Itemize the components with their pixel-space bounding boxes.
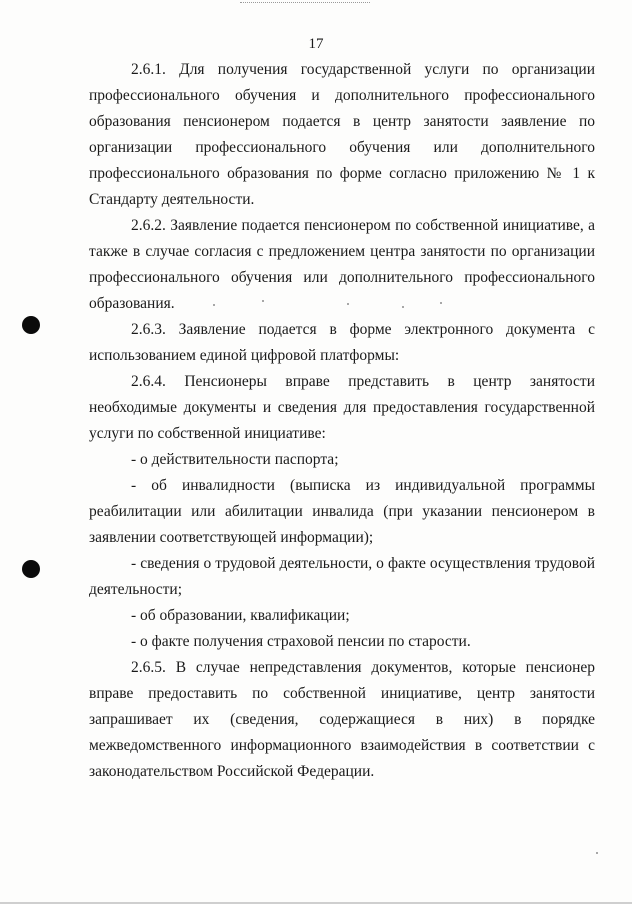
binding-hole	[22, 316, 40, 334]
list-item-pension: - о факте получения страховой пенсии по старости.	[131, 633, 471, 650]
scan-speckle	[596, 852, 598, 854]
paragraph-2-6-2: 2.6.2. Заявление подается пенсионером по собственной инициативе, а также в случае согласия с предложением центра занятости по организации профессионального обучения или дополнительного профессионального образования.	[89, 217, 595, 312]
scan-speckle	[402, 306, 404, 308]
paragraph-2-6-1: 2.6.1. Для получения государственной услуги по организации профессионального обучения и дополнительного профессионального образования пенсионером подается в центр занятости заявление по организации профессионального обучения или дополнительного профессионального образования по форме согласно приложению № 1 к Стандарту деятельности.	[89, 61, 595, 208]
scan-speckle	[262, 300, 264, 302]
list-item-disability: - об инвалидности (выписка из индивидуальной программы реабилитации или абилитации инвалида (при указании пенсионером в заявлении соответствующей информации);	[89, 477, 595, 546]
paragraph-2-6-4: 2.6.4. Пенсионеры вправе представить в центр занятости необходимые документы и сведения для предоставления государственной услуги по собственной инициативе:	[89, 373, 595, 442]
document-body	[89, 57, 595, 785]
binding-hole	[22, 560, 40, 578]
list-item-work: - сведения о трудовой деятельности, о факте осуществления трудовой деятельности;	[89, 555, 595, 598]
paragraph-2-6-5: 2.6.5. В случае непредставления документов, которые пенсионер вправе предоставить по собственной инициативе, центр занятости запрашивает их (сведения, содержащиеся в них) в порядке межведомственного информационного взаимодействия в соответствии с законодательством Российской Федерации.	[89, 659, 595, 780]
scan-speckle	[213, 304, 215, 306]
scan-artifact	[240, 2, 370, 9]
scan-speckle	[347, 303, 349, 305]
scan-speckle	[440, 302, 442, 304]
list-item-passport: - о действительности паспорта;	[131, 451, 339, 468]
page-number: 17	[308, 36, 324, 52]
list-item-education: - об образовании, квалификации;	[131, 607, 350, 624]
paragraph-2-6-3: 2.6.3. Заявление подается в форме электронного документа с использованием единой цифровой платформы:	[89, 321, 595, 364]
